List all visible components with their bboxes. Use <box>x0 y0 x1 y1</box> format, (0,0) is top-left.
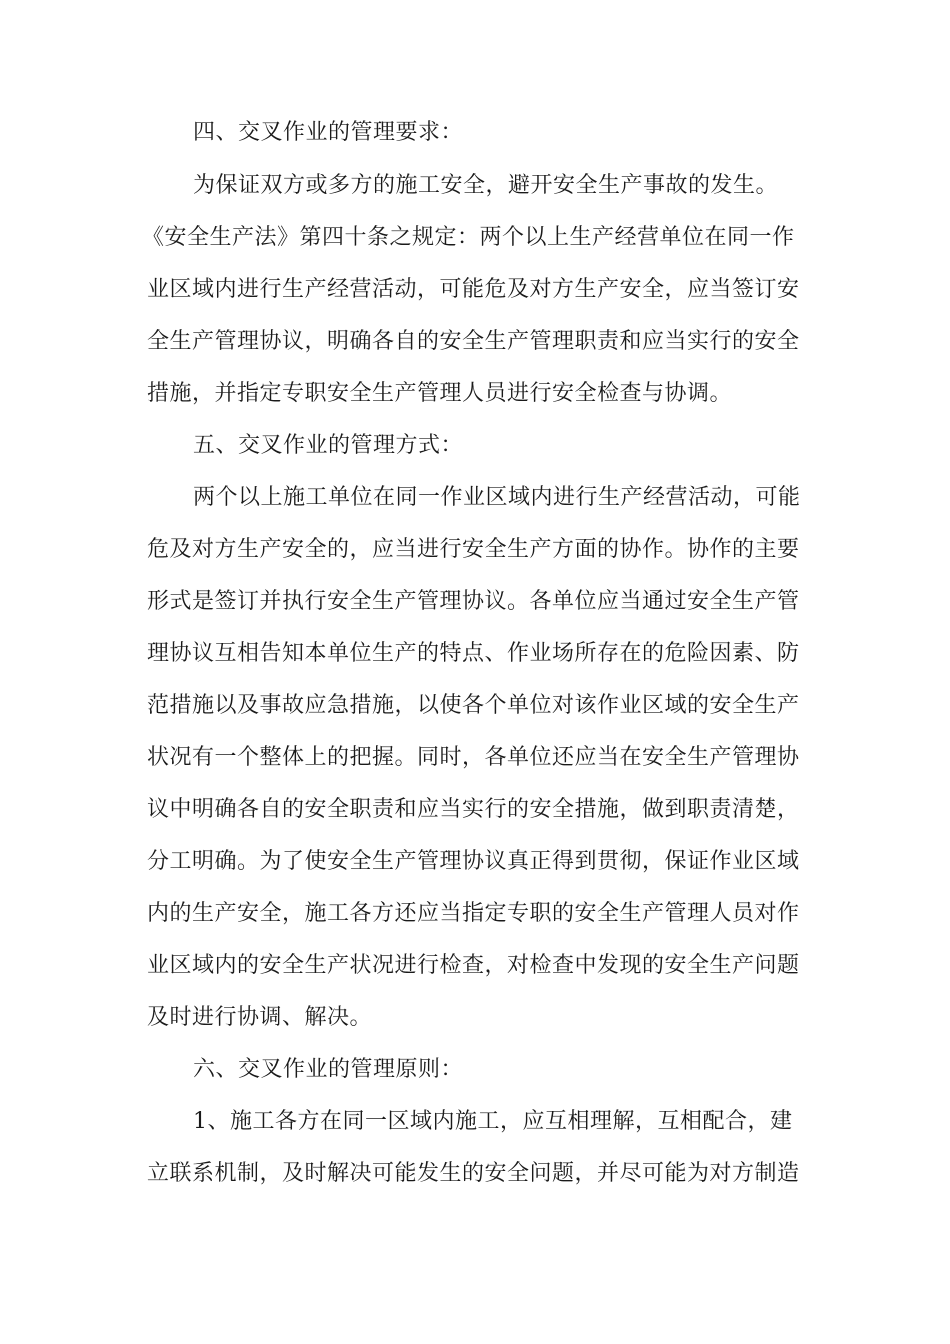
paragraph-line: 议中明确各自的安全职责和应当实行的安全措施，做到职责清楚， <box>147 797 800 822</box>
paragraph-line: 形式是签订并执行安全生产管理协议。各单位应当通过安全生产管 <box>147 589 800 614</box>
paragraph-line: 两个以上施工单位在同一作业区域内进行生产经营活动，可能 <box>193 485 801 510</box>
paragraph-line: 立联系机制，及时解决可能发生的安全问题，并尽可能为对方制造 <box>147 1161 800 1186</box>
section-heading-six: 六、交叉作业的管理原则： <box>193 1057 464 1082</box>
paragraph-line: 为保证双方或多方的施工安全，避开安全生产事故的发生。 <box>193 173 779 198</box>
paragraph-line: 及时进行协调、解决。 <box>147 1005 373 1030</box>
paragraph-line: 分工明确。为了使安全生产管理协议真正得到贯彻，保证作业区域 <box>147 849 800 874</box>
paragraph-line: 内的生产安全，施工各方还应当指定专职的安全生产管理人员对作 <box>147 901 800 926</box>
section-heading-four: 四、交叉作业的管理要求： <box>193 120 464 145</box>
paragraph-line: 理协议互相告知本单位生产的特点、作业场所存在的危险因素、防 <box>147 641 800 666</box>
paragraph-line: 状况有一个整体上的把握。同时，各单位还应当在安全生产管理协 <box>147 745 800 770</box>
paragraph-line: 全生产管理协议，明确各自的安全生产管理职责和应当实行的安全 <box>147 329 800 354</box>
paragraph-line: 《安全生产法》第四十条之规定：两个以上生产经营单位在同一作 <box>142 225 795 250</box>
paragraph-line: 业区域内的安全生产状况进行检查，对检查中发现的安全生产问题 <box>147 953 800 978</box>
paragraph-line: 业区域内进行生产经营活动，可能危及对方生产安全，应当签订安 <box>147 277 800 302</box>
section-heading-five: 五、交叉作业的管理方式： <box>193 433 464 458</box>
paragraph-line: 1、施工各方在同一区域内施工，应互相理解，互相配合，建 <box>193 1109 793 1134</box>
paragraph-line: 范措施以及事故应急措施，以使各个单位对该作业区域的安全生产 <box>147 693 800 718</box>
paragraph-line: 措施，并指定专职安全生产管理人员进行安全检查与协调。 <box>147 381 733 406</box>
paragraph-line: 危及对方生产安全的，应当进行安全生产方面的协作。协作的主要 <box>147 537 800 562</box>
